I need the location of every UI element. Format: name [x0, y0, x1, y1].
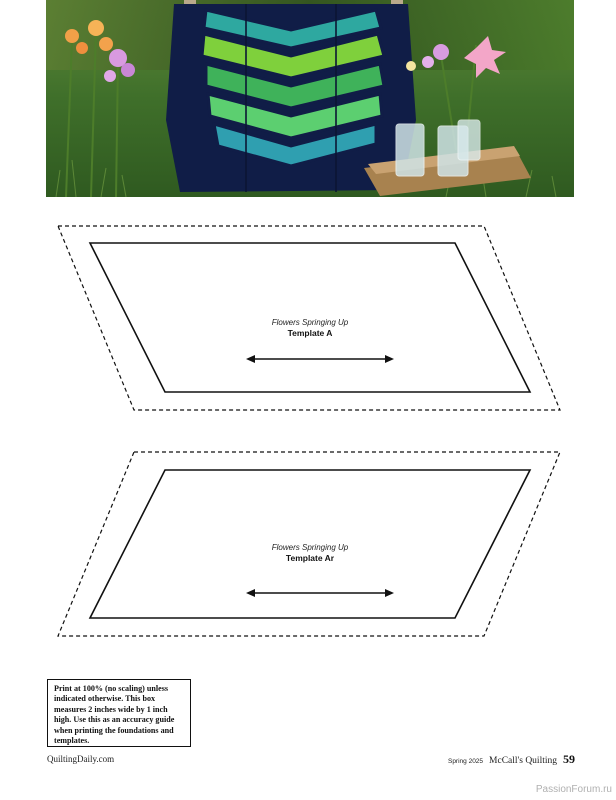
template-a-label — [210, 317, 410, 339]
footer-issue: Spring 2025 — [447, 758, 484, 765]
footer-magazine: McCall's Quilting — [489, 756, 557, 766]
footer-website: QuiltingDaily.com — [47, 754, 115, 764]
print-accuracy-box: Print at 100% (no scaling) unless indicated otherwise. This box measures 2 inches wide by 1 inch high. Use this as an accuracy guide when printing the foundations and templates. — [47, 679, 191, 747]
template-a-pattern-name: Flowers Springing Up — [271, 318, 349, 327]
template-a-title: Template A — [287, 328, 333, 338]
page-number: 59 — [563, 752, 575, 766]
template-ar-title: Template Ar — [285, 553, 335, 563]
template-a-grain-line-icon — [246, 355, 394, 363]
footer-folio — [448, 752, 575, 767]
watermark: PassionForum.ru — [535, 784, 612, 795]
template-ar-label — [210, 542, 410, 564]
template-ar-pattern-name: Flowers Springing Up — [271, 543, 349, 552]
template-ar-grain-line-icon — [246, 589, 394, 597]
